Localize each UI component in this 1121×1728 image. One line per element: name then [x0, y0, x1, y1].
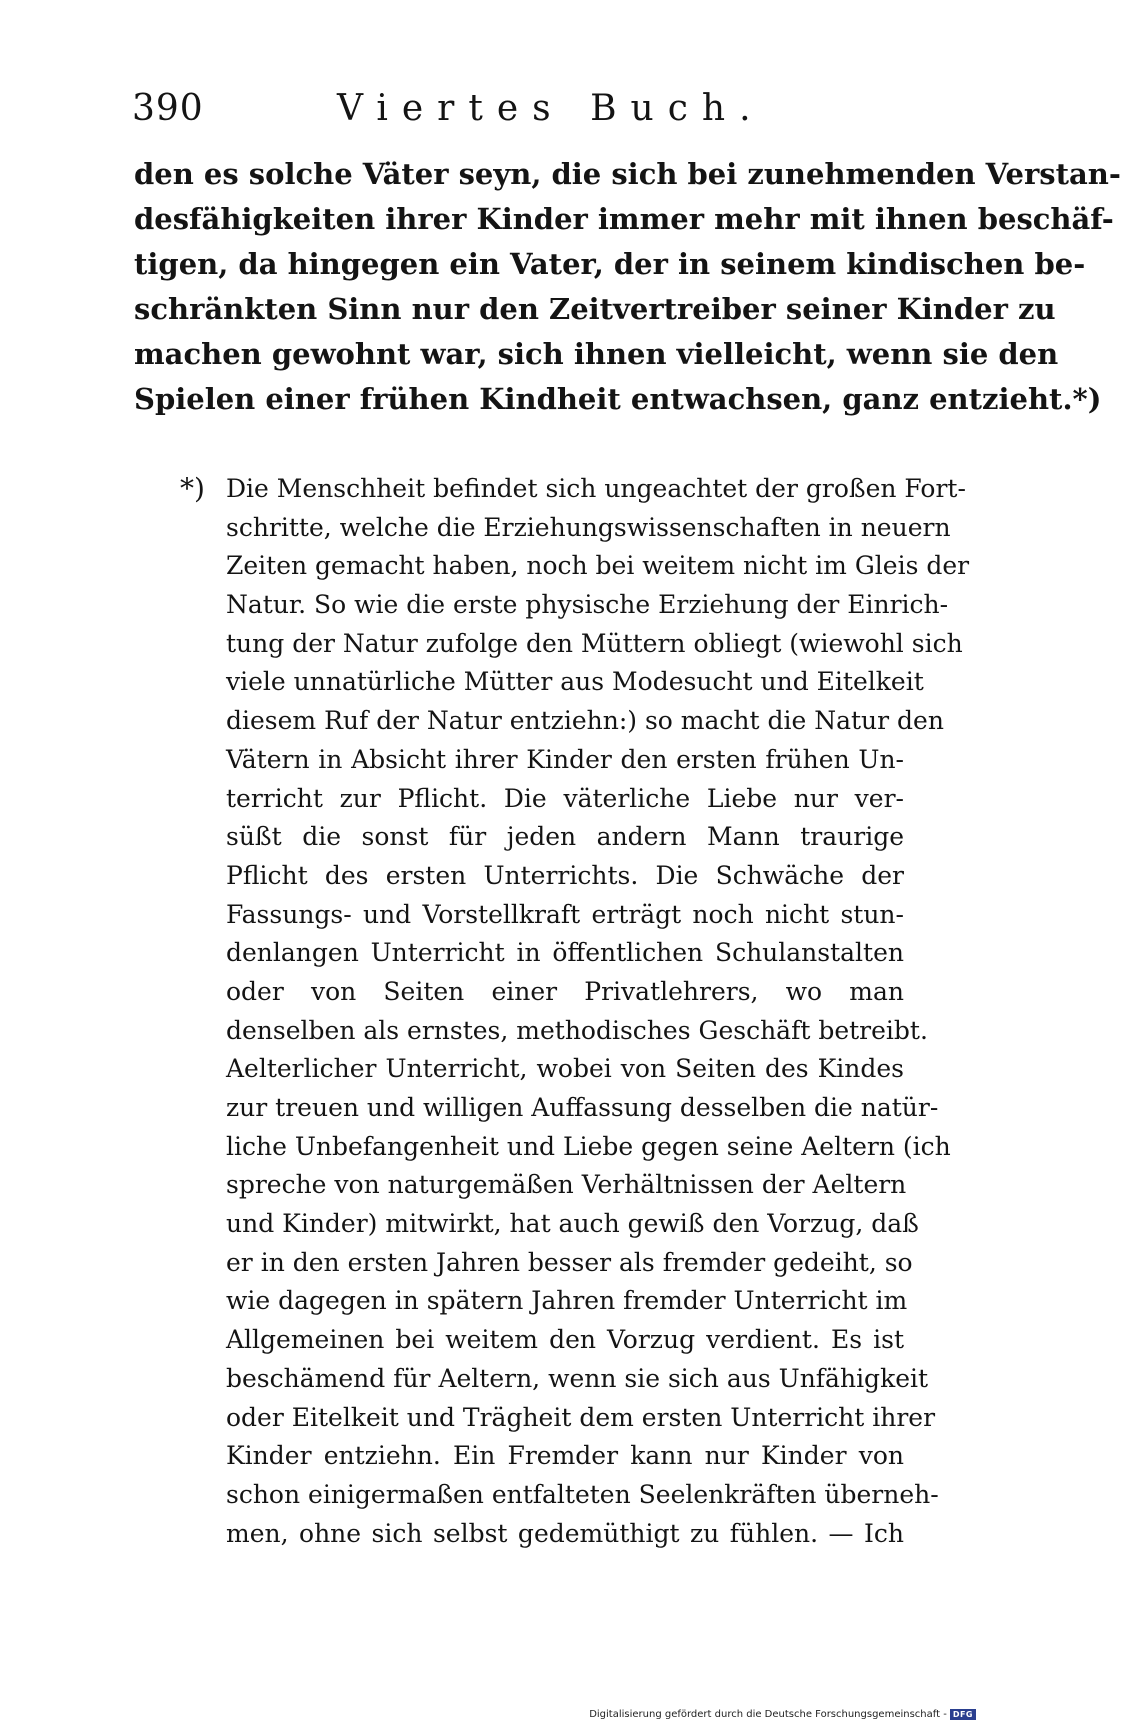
footnote-line: oder Eitelkeit und Trägheit dem ersten Unterricht ihrer — [226, 1402, 936, 1432]
footnote-line: Aelterlicher Unterricht, wobei von Seiten des Kindes — [226, 1054, 904, 1084]
main-text-block — [134, 152, 1121, 422]
footnote-line: Die Menschheit befindet sich ungeachtet der großen Fort- — [226, 474, 966, 503]
footnote-line: Fassungs- und Vorstellkraft erträgt noch nicht stun- — [226, 899, 904, 929]
footnote-line: Kinder entziehn. Ein Fremder kann nur Kinder von — [226, 1441, 904, 1471]
text-line: Spielen einer frühen Kindheit entwachsen, ganz entzieht.*) — [134, 382, 1102, 416]
footnote-line: terricht zur Pflicht. Die väterliche Liebe nur ver- — [226, 783, 904, 813]
text-line: tigen, da hingegen ein Vater, der in seinem kindischen be- — [134, 247, 1086, 281]
footnote-line: süßt die sonst für jeden andern Mann traurige — [226, 822, 904, 852]
footnote-text — [226, 470, 970, 1553]
footnote-line: zur treuen und willigen Auffassung desselben die natür- — [226, 1093, 939, 1122]
footnote-line: Allgemeinen bei weitem den Vorzug verdient. Es ist — [226, 1325, 904, 1355]
footnote-line: tung der Natur zufolge den Müttern obliegt (wiewohl sich — [226, 628, 963, 658]
text-line: machen gewohnt war, sich ihnen vielleicht, wenn sie den — [134, 337, 1059, 371]
footnote-line: diesem Ruf der Natur entziehn:) so macht die Natur den — [226, 706, 944, 736]
footnote-line: Pflicht des ersten Unterrichts. Die Schwäche der — [226, 860, 904, 890]
dfg-logo: DFG — [950, 1709, 976, 1720]
text-line: den es solche Väter seyn, die sich bei zunehmenden Verstan- — [134, 157, 1121, 191]
page-number: 390 — [132, 88, 204, 129]
footnote-line: liche Unbefangenheit und Liebe gegen seine Aeltern (ich — [226, 1131, 951, 1161]
page-header — [132, 88, 912, 138]
digitization-credit — [589, 1709, 976, 1720]
footnote-line: er in den ersten Jahren besser als fremder gedeiht, so — [226, 1247, 913, 1277]
footnote-line: denlangen Unterricht in öffentlichen Schulanstalten — [226, 938, 904, 968]
footnote-marker: *) — [180, 472, 205, 505]
footnote-line: Natur. So wie die erste physische Erziehung der Einrich- — [226, 590, 949, 620]
footnote-line: Zeiten gemacht haben, noch bei weitem nicht im Gleis der — [226, 551, 970, 581]
text-line: desfähigkeiten ihrer Kinder immer mehr mit ihnen beschäf- — [134, 202, 1114, 236]
footnote-line: wie dagegen in spätern Jahren fremder Unterricht im — [226, 1286, 908, 1316]
footnote-line: beschämend für Aeltern, wenn sie sich aus Unfähigkeit — [226, 1363, 929, 1393]
footnote-line: men, ohne sich selbst gedemüthigt zu fühlen. — Ich — [226, 1518, 904, 1548]
footnote-line: und Kinder) mitwirkt, hat auch gewiß den Vorzug, daß — [226, 1209, 919, 1239]
footnote-line: viele unnatürliche Mütter aus Modesucht und Eitelkeit — [226, 667, 924, 697]
credit-text: Digitalisierung gefördert durch die Deutsche Forschungsgemeinschaft - — [589, 1709, 947, 1720]
footnote-line: oder von Seiten einer Privatlehrers, wo man — [226, 976, 904, 1006]
footnote-line: denselben als ernstes, methodisches Geschäft betreibt. — [226, 1015, 928, 1045]
footnote-line: schon einigermaßen entfalteten Seelenkräften überneh- — [226, 1479, 939, 1509]
footnote-line: spreche von naturgemäßen Verhältnissen der Aeltern — [226, 1170, 907, 1200]
footnote-line: schritte, welche die Erziehungswissenschaften in neuern — [226, 512, 951, 542]
footnote-line: Vätern in Absicht ihrer Kinder den ersten frühen Un- — [226, 744, 904, 774]
text-line: schränkten Sinn nur den Zeitvertreiber seiner Kinder zu — [134, 292, 1056, 326]
running-head: Viertes Buch. — [337, 88, 765, 129]
